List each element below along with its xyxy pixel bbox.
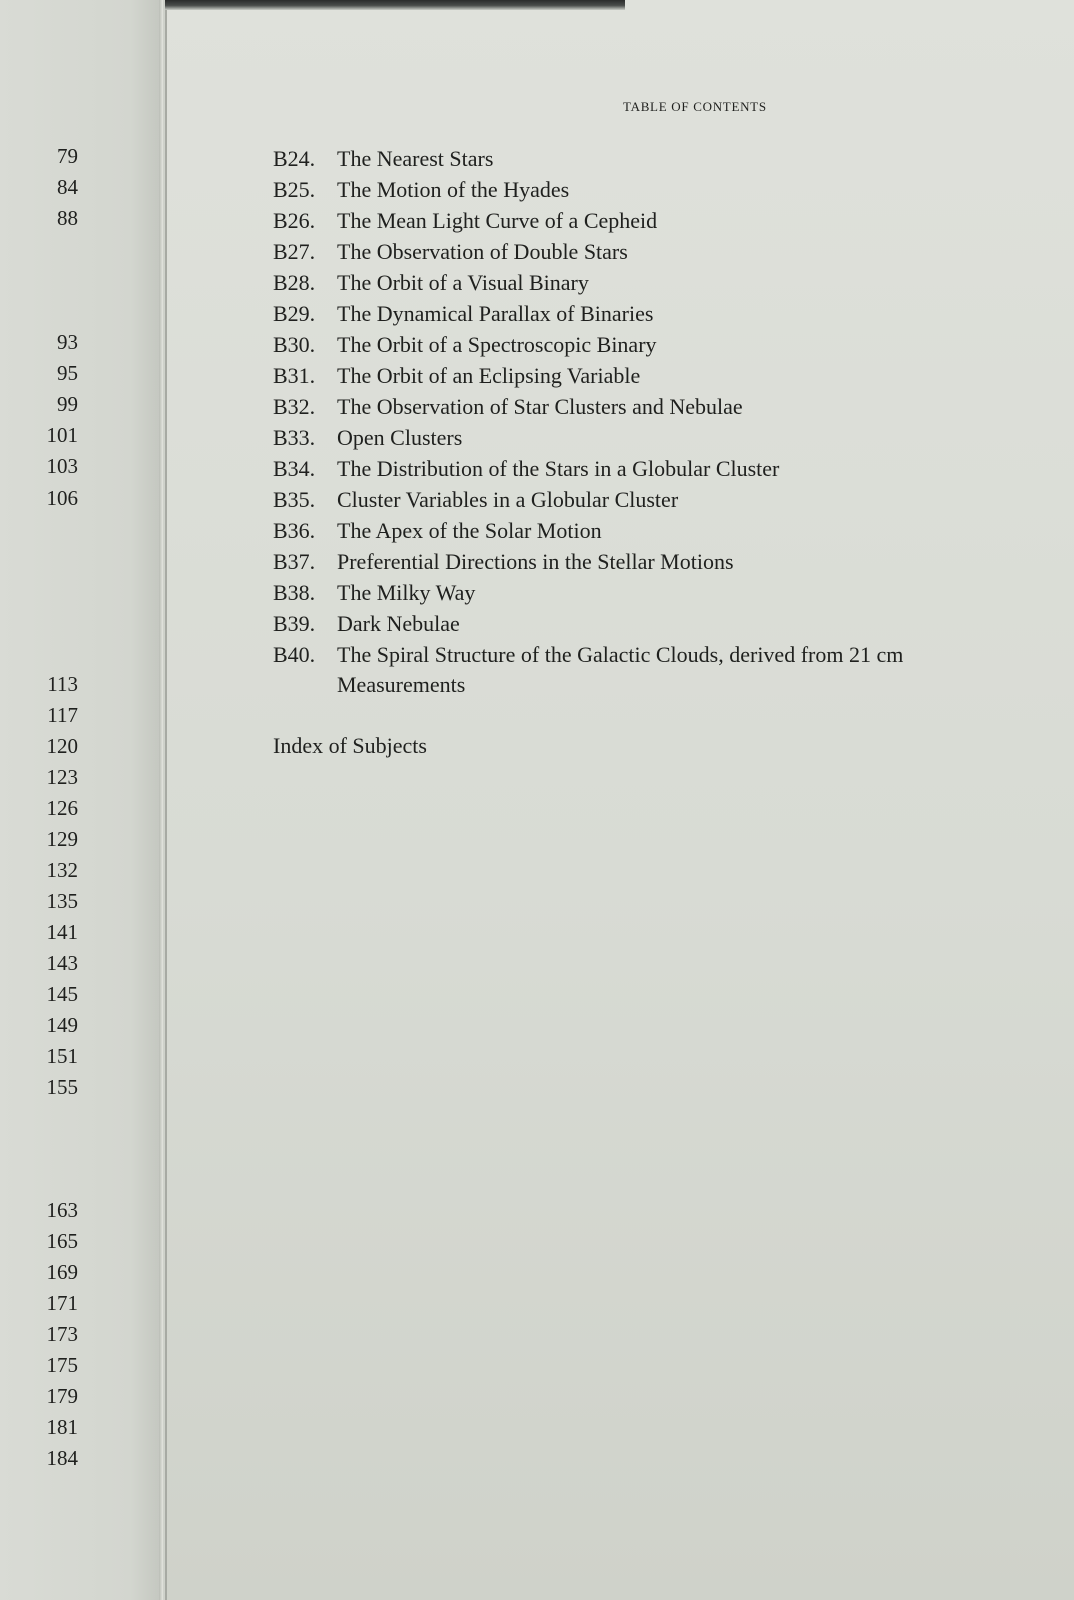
page-number: 123 [46,765,78,789]
entry-code: B25. [273,177,316,202]
entry-code: B32. [273,394,316,419]
entry-title: Preferential Directions in the Stellar Motions [337,549,734,574]
entry-code: B31. [273,363,316,388]
entry-code: B34. [273,456,316,481]
index-entry: Index of Subjects [273,733,427,758]
page-number: 99 [57,392,78,416]
entry-title: The Distribution of the Stars in a Globular Cluster [337,456,780,481]
page-number: 135 [46,889,78,913]
entry-title: The Apex of the Solar Motion [337,518,602,543]
entry-title: Cluster Variables in a Globular Cluster [337,487,679,512]
entry-title: The Mean Light Curve of a Cepheid [337,208,658,233]
entry-code: B27. [273,239,316,264]
page-number: 93 [57,330,78,354]
page-number: 175 [46,1353,78,1377]
entry-title: Dark Nebulae [337,611,460,636]
entry-code: B29. [273,301,316,326]
entry-title: The Orbit of a Spectroscopic Binary [337,332,657,357]
entry-code: B36. [273,518,316,543]
entry-title: The Motion of the Hyades [337,177,570,202]
page-number: 143 [46,951,78,975]
entry-code: B26. [273,208,316,233]
page-number: 132 [46,858,78,882]
entry-code: B37. [273,549,316,574]
page-number: 95 [57,361,78,385]
entry-code: B30. [273,332,316,357]
entry-title: The Nearest Stars [337,146,494,171]
entry-code: B33. [273,425,316,450]
page-number: 103 [46,454,78,478]
page-number: 117 [47,703,78,727]
page-number: 106 [46,486,78,510]
page-number: 129 [46,827,78,851]
page-number: 79 [57,144,78,168]
page-number: 181 [46,1415,78,1439]
page-number: 173 [46,1322,78,1346]
entry-code: B39. [273,611,316,636]
entry-title: The Orbit of a Visual Binary [337,270,589,295]
page-number: 179 [46,1384,78,1408]
entry-code: B35. [273,487,316,512]
entry-code: B28. [273,270,316,295]
entry-title: The Observation of Double Stars [337,239,628,264]
page-number: 145 [46,982,78,1006]
page-number: 120 [46,734,78,758]
entry-title: The Spiral Structure of the Galactic Clouds, derived from 21 cm [337,642,904,667]
entry-code: B40. [273,642,316,667]
page-number: 101 [46,423,78,447]
entry-title: The Milky Way [337,580,476,605]
page-number: 169 [46,1260,78,1284]
page-number: 163 [46,1198,78,1222]
page-number: 171 [46,1291,78,1315]
page-number: 141 [46,920,78,944]
entry-code: B24. [273,146,316,171]
page-number: 84 [57,175,78,199]
page-number: 165 [46,1229,78,1253]
running-header: TABLE OF CONTENTS [623,99,767,114]
entry-code: B38. [273,580,316,605]
entry-title: The Observation of Star Clusters and Nebulae [337,394,743,419]
page-number: 151 [46,1044,78,1068]
page-number: 113 [47,672,78,696]
page-number: 155 [46,1075,78,1099]
page-number: 126 [46,796,78,820]
page-number: 184 [46,1446,78,1470]
entry-title-continuation: Measurements [337,672,466,697]
entry-title: The Dynamical Parallax of Binaries [337,301,654,326]
page-number: 149 [46,1013,78,1037]
entry-title: Open Clusters [337,425,463,450]
entry-title: The Orbit of an Eclipsing Variable [337,363,641,388]
page-number: 88 [57,206,78,230]
